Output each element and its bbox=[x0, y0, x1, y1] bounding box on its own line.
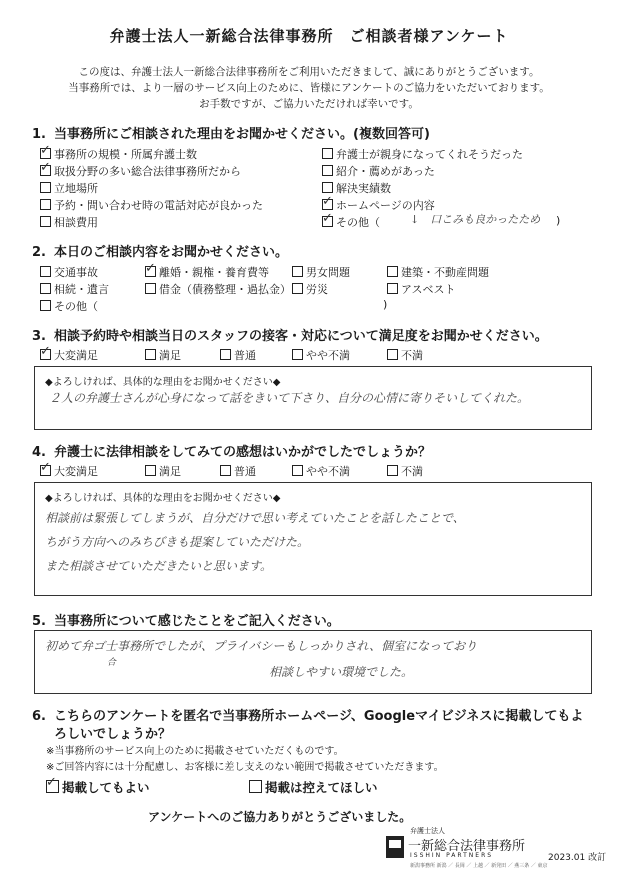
checkbox[interactable] bbox=[145, 349, 156, 360]
q2-other-close-paren: ) bbox=[383, 298, 388, 311]
checkbox[interactable] bbox=[40, 300, 51, 311]
question-1-heading bbox=[32, 123, 430, 142]
q4-handwriting-line-1: 相談前は緊張してしまうが、自分だけで思い考えていたことを話したことで、 bbox=[45, 511, 465, 525]
thanks-message: アンケートへのご協力ありがとうございました。 bbox=[148, 810, 412, 824]
q1-option[interactable]: 予約・問い合わせ時の電話対応が良かった bbox=[40, 197, 263, 213]
q6-note-2: ※ご回答内容には十分配慮し、お客様に差し支えのない範囲で掲載させていただきます。 bbox=[46, 762, 444, 773]
question-1-number: 1. bbox=[32, 127, 46, 142]
q3-option[interactable]: 満足 bbox=[145, 347, 181, 363]
checkbox[interactable] bbox=[40, 165, 51, 176]
q3-option[interactable]: ✓大変満足 bbox=[40, 347, 98, 363]
q4-comment-prompt: ◆よろしければ、具体的な理由をお聞かせください◆ bbox=[45, 493, 281, 504]
survey-title: 弁護士法人一新総合法律事務所 ご相談者様アンケート bbox=[109, 27, 509, 45]
checkbox[interactable] bbox=[322, 216, 333, 227]
question-4-number: 4. bbox=[32, 445, 46, 460]
q1-option[interactable]: 相談費用 bbox=[40, 214, 98, 230]
logo-small-text: 弁護士法人 bbox=[410, 827, 445, 835]
question-5-text: 当事務所について感じたことをご記入ください。 bbox=[54, 614, 340, 629]
checkbox[interactable] bbox=[292, 266, 303, 277]
checkbox[interactable] bbox=[40, 266, 51, 277]
q1-option[interactable]: 解決実績数 bbox=[322, 180, 391, 196]
checkbox[interactable] bbox=[292, 465, 303, 476]
q5-handwriting-line-1: 初めて弁ゴ士事務所でしたが、プライバシーもしっかりされ、個室になっており bbox=[45, 639, 478, 653]
question-6-text-1: こちらのアンケートを匿名で当事務所ホームページ、Googleマイビジネスに掲載してもよ bbox=[54, 709, 584, 724]
q4-handwriting-line-2: ちがう方向へのみちびきも提案していただけた。 bbox=[45, 535, 310, 549]
logo-offices: 新潟事務所 新潟 ／ 長岡 ／ 上越 ／ 新発田 ／ 燕三条 ／ 東京 bbox=[410, 863, 548, 869]
checkbox[interactable] bbox=[46, 780, 59, 793]
question-5-heading bbox=[32, 610, 340, 629]
intro-line-2: 当事務所では、より一層のサービス向上のために、皆様にアンケートのご協力をいただいております。 bbox=[68, 82, 550, 94]
logo-firm-name: 一新総合法律事務所 bbox=[408, 839, 526, 854]
q5-handwriting-correction: 合 bbox=[107, 658, 117, 668]
q3-option[interactable]: 不満 bbox=[387, 347, 423, 363]
q1-other-close-paren: ) bbox=[556, 214, 561, 227]
intro-line-3: お手数ですが、ご協力いただければ幸いです。 bbox=[199, 98, 419, 110]
checkbox[interactable] bbox=[40, 216, 51, 227]
checkbox[interactable] bbox=[40, 465, 51, 476]
checkbox[interactable] bbox=[145, 465, 156, 476]
revision-date: 2023.01 改訂 bbox=[548, 853, 607, 863]
checkbox[interactable] bbox=[249, 780, 262, 793]
q4-option[interactable]: 満足 bbox=[145, 463, 181, 479]
q4-option[interactable]: ✓大変満足 bbox=[40, 463, 98, 479]
q2-option[interactable]: 相続・遺言 bbox=[40, 281, 109, 297]
checkbox[interactable] bbox=[145, 283, 156, 294]
checkbox[interactable] bbox=[220, 465, 231, 476]
q2-option[interactable]: 男女問題 bbox=[292, 264, 350, 280]
q1-option-other[interactable]: ✓その他（ bbox=[322, 214, 380, 230]
q1-option[interactable]: ✓事務所の規模・所属弁護士数 bbox=[40, 146, 197, 162]
question-3-heading bbox=[32, 325, 548, 344]
checkbox[interactable] bbox=[322, 165, 333, 176]
q2-option[interactable]: 借金（債務整理・過払金） bbox=[145, 281, 291, 297]
q1-option[interactable]: ✓ホームページの内容 bbox=[322, 197, 435, 213]
q4-comment-box[interactable] bbox=[34, 482, 592, 596]
question-6-number: 6. bbox=[32, 709, 46, 724]
checkbox[interactable] bbox=[40, 349, 51, 360]
question-2-heading bbox=[32, 241, 288, 260]
q4-handwriting-line-3: また相談させていただきたいと思います。 bbox=[45, 559, 273, 573]
q2-option[interactable]: 建築・不動産問題 bbox=[387, 264, 489, 280]
q2-option[interactable]: 交通事故 bbox=[40, 264, 98, 280]
q2-option[interactable]: 労災 bbox=[292, 281, 328, 297]
q1-option[interactable]: 紹介・薦めがあった bbox=[322, 163, 435, 179]
q5-comment-box[interactable] bbox=[34, 630, 592, 694]
checkbox[interactable] bbox=[322, 148, 333, 159]
checkbox[interactable] bbox=[322, 199, 333, 210]
question-6-heading bbox=[32, 705, 583, 724]
checkbox[interactable] bbox=[387, 349, 398, 360]
checkbox[interactable] bbox=[292, 283, 303, 294]
q6-option-allow[interactable]: ✓掲載してもよい bbox=[46, 778, 150, 796]
q1-option[interactable]: 立地場所 bbox=[40, 180, 98, 196]
q3-comment-box[interactable] bbox=[34, 366, 592, 430]
q4-option[interactable]: 不満 bbox=[387, 463, 423, 479]
question-1-text: 当事務所にご相談された理由をお聞かせください。(複数回答可) bbox=[54, 127, 430, 142]
checkbox[interactable] bbox=[387, 266, 398, 277]
q2-option[interactable]: アスベスト bbox=[387, 281, 456, 297]
checkbox[interactable] bbox=[40, 199, 51, 210]
q4-option[interactable]: 普通 bbox=[220, 463, 256, 479]
q3-option[interactable]: やや不満 bbox=[292, 347, 350, 363]
checkbox[interactable] bbox=[40, 182, 51, 193]
firm-logo-icon bbox=[386, 836, 404, 858]
checkbox[interactable] bbox=[322, 182, 333, 193]
q6-note-1: ※当事務所のサービス向上のために掲載させていただくものです。 bbox=[46, 746, 344, 757]
question-3-number: 3. bbox=[32, 329, 46, 344]
q3-handwriting: ２人の弁護士さんが心身になって話をきいて下さり、自分の心情に寄りそいしてくれた。 bbox=[49, 391, 530, 405]
q2-option[interactable]: ✓ 離婚・親権・養育費等 bbox=[145, 264, 269, 280]
checkbox[interactable] bbox=[292, 349, 303, 360]
q5-handwriting-line-2: 相談しやすい環境でした。 bbox=[269, 665, 414, 679]
q3-option[interactable]: 普通 bbox=[220, 347, 256, 363]
question-4-heading bbox=[32, 441, 431, 460]
q2-option-other[interactable]: その他（ bbox=[40, 298, 98, 314]
q6-option-decline[interactable]: 掲載は控えてほしい bbox=[249, 778, 378, 796]
q1-option[interactable]: 弁護士が親身になってくれそうだった bbox=[322, 146, 523, 162]
q3-comment-prompt: ◆よろしければ、具体的な理由をお聞かせください◆ bbox=[45, 377, 281, 388]
question-2-text: 本日のご相談内容をお聞かせください。 bbox=[54, 245, 289, 260]
question-3-text: 相談予約時や相談当日のスタッフの接客・対応について満足度をお聞かせください。 bbox=[54, 329, 548, 344]
q1-option[interactable]: ✓取扱分野の多い総合法律事務所だから bbox=[40, 163, 241, 179]
checkbox[interactable] bbox=[40, 148, 51, 159]
checkbox[interactable] bbox=[387, 465, 398, 476]
q1-other-handwriting: ↓ 口こみも良かったため bbox=[410, 213, 541, 226]
checkbox[interactable] bbox=[40, 283, 51, 294]
question-2-number: 2. bbox=[32, 245, 46, 260]
checkbox[interactable] bbox=[145, 266, 156, 277]
question-6-text-2: ろしいでしょうか？ bbox=[54, 727, 172, 742]
question-5-number: 5. bbox=[32, 614, 46, 629]
logo-roman-name: ISSHIN PARTNERS bbox=[410, 852, 494, 859]
q4-option[interactable]: やや不満 bbox=[292, 463, 350, 479]
question-4-text: 弁護士に法律相談をしてみての感想はいかがでしたでしょうか？ bbox=[54, 445, 432, 460]
intro-line-1: この度は、弁護士法人一新総合法律事務所をご利用いただきまして、誠にありがとうございます。 bbox=[78, 66, 540, 78]
checkbox[interactable] bbox=[220, 349, 231, 360]
checkbox[interactable] bbox=[387, 283, 398, 294]
